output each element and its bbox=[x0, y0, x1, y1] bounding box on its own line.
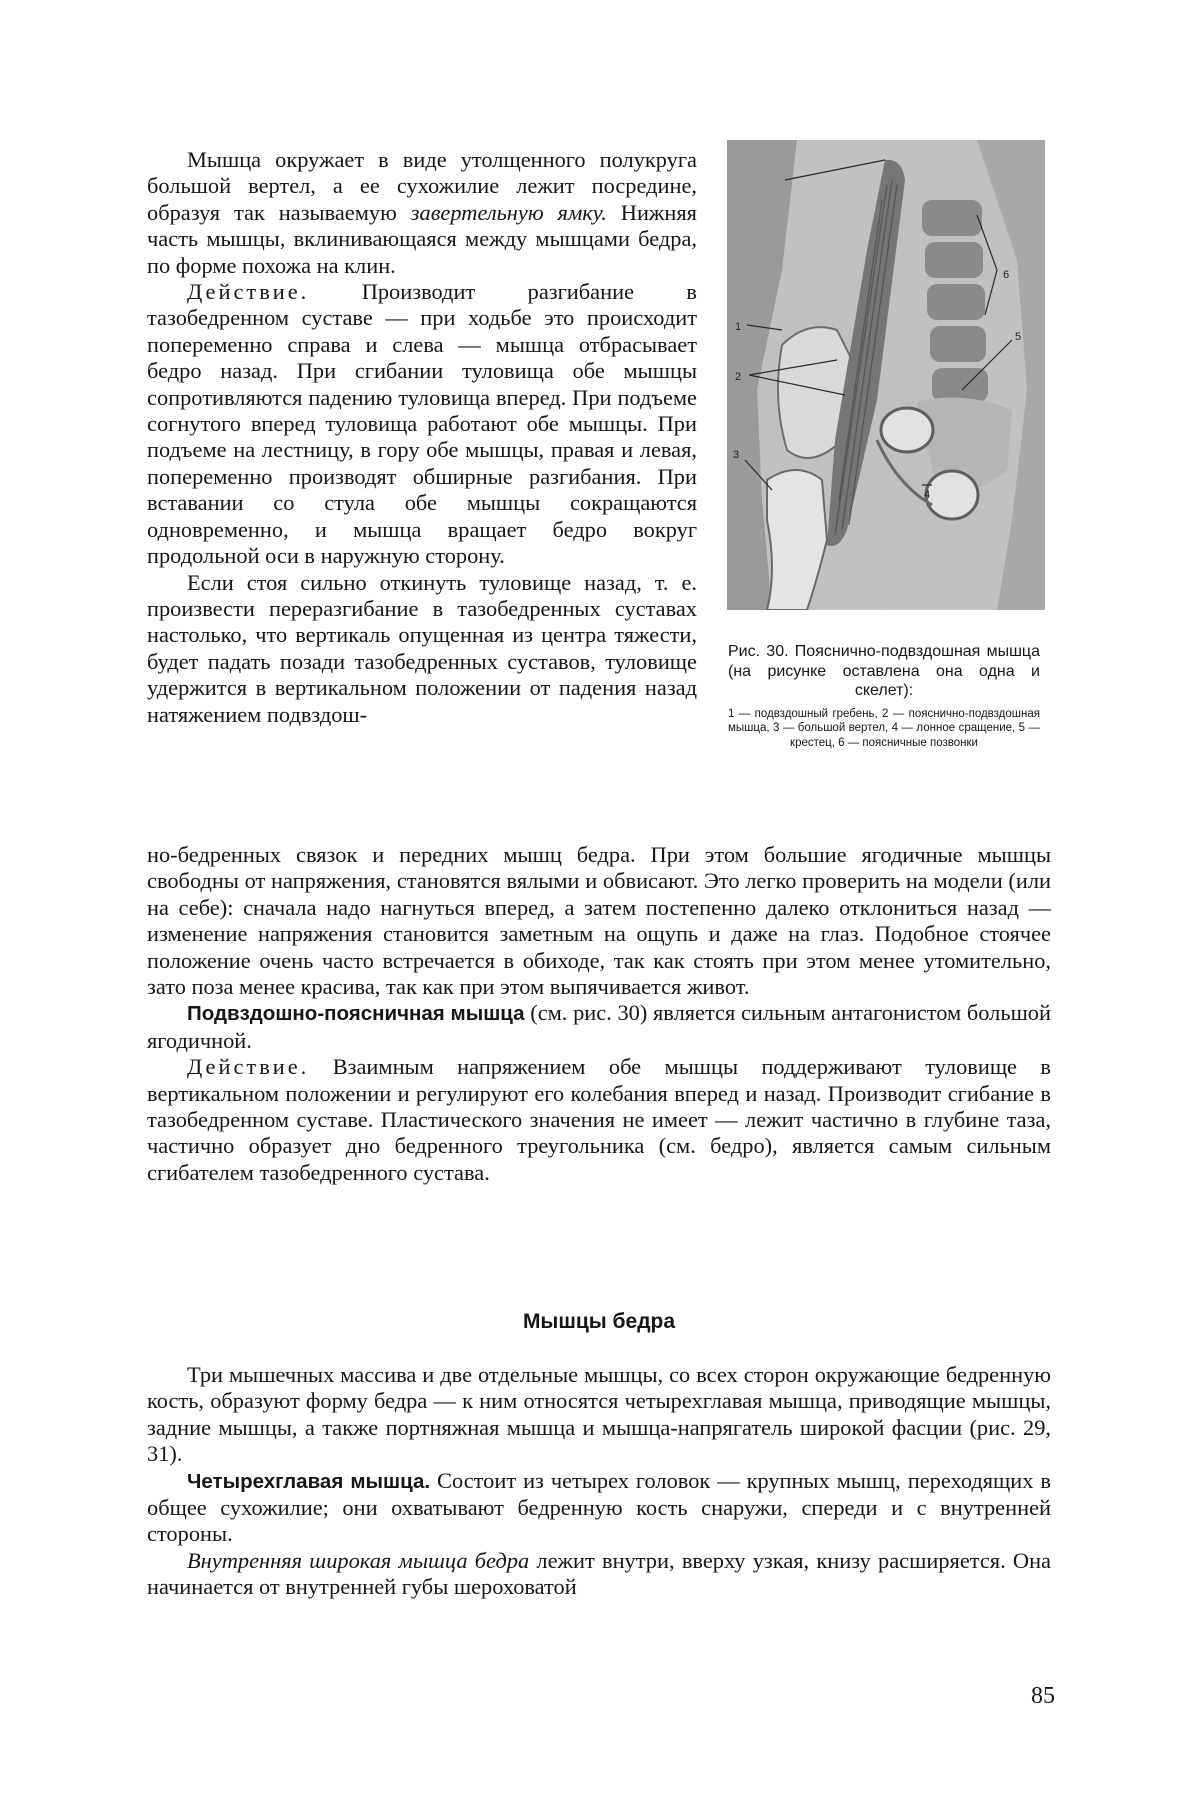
italic-term: Внутренняя широкая мышца бедра bbox=[187, 1547, 530, 1573]
figure-caption bbox=[728, 642, 1040, 750]
paragraph bbox=[147, 147, 697, 279]
figure-label-1: 1 bbox=[735, 321, 742, 333]
text-span: Взаимным напряжением обе мышцы поддерживают туловище в вертикальном положении и регулируют его колебания вперед и назад. Производит сгибание в тазобедренном суставе. Пластического значения не имеет — лежит частично в глубине таза, частично образует дно бедренного треугольника (см. бедро), является самым сильным сгибателем тазобедренного сустава. bbox=[147, 1054, 1051, 1185]
page-number: 85 bbox=[1031, 1683, 1055, 1709]
paragraph bbox=[147, 1054, 1051, 1186]
text-span: (см. рис. 30) является сильным антагонистом большой ягодичной. bbox=[147, 1000, 1051, 1053]
italic-term: завертельную ямку. bbox=[410, 199, 607, 225]
section-heading: Мышцы бедра bbox=[522, 1310, 676, 1333]
full-width-text bbox=[147, 842, 1051, 1186]
figure-label-3: 3 bbox=[733, 449, 740, 461]
paragraph bbox=[147, 279, 697, 569]
paragraph bbox=[147, 1000, 1051, 1054]
paragraph: Три мышечных массива и две отдельные мышцы, со всех сторон окружающие бедренную кость, образуют форму бедра — к ним относятся четырехглавая мышца, приводящие мышцы, задние мышцы, а также портняжная мышца и мышца-напрягатель широкой фасции (рис. 29, 31). bbox=[147, 1362, 1051, 1467]
paragraph bbox=[147, 1548, 1051, 1601]
text-span: Производит разгибание в тазобедренном суставе — при ходьбе это происходит попеременно справа и слева — мышца отбрасывает бедро назад. При сгибании туловища обе мышцы сопротивляются падению туловища вперед. При подъеме согнутого вперед туловища работают обе мышцы. При подъеме на лестницу, в гору обе мышцы, правая и левая, попеременно производят обширные разгибания. При вставании со стула обе мышцы сокращаются одновременно, и мышца вращает бедро вокруг продольной оси в наружную сторону. bbox=[147, 279, 697, 569]
bold-term: Четырехглавая мышца. bbox=[187, 1469, 431, 1493]
text-span: лежит внутри, вверху узкая, книзу расширяется. Она начинается от внутренней губы шероховатой bbox=[147, 1547, 1051, 1600]
pelvis-muscle-illustration bbox=[727, 140, 1045, 610]
figure-label-4: 4 bbox=[924, 489, 931, 501]
paragraph-continuation: но-бедренных связок и передних мышц бедра. При этом большие ягодичные мышцы свободны от напряжения, становятся вялыми и обвисают. Это легко проверить на модели (или на себе): сначала надо нагнуться вперед, а затем постепенно далеко отклониться назад — изменение напряжения становится заметным на ощупь и даже на глаз. Подобное стоячее положение очень часто встречается в обиходе, так как стоять при этом менее утомительно, зато поза менее красива, так как при этом выпячивается живот. bbox=[147, 842, 1051, 1000]
spaced-term: Действие. bbox=[187, 1054, 310, 1080]
text-span: Нижняя часть мышцы, вклинивающаяся между мышцами бедра, по форме похожа на клин. bbox=[147, 199, 697, 278]
caption-title: Рис. 30. Пояснично-подвздошная мышца (на рисунке оставлена она одна и скелет): bbox=[728, 643, 1040, 699]
figure-label-5: 5 bbox=[1015, 331, 1022, 343]
spaced-term: Действие. bbox=[187, 279, 310, 305]
text-span: Мышца окружает в виде утолщенного полукруга большой вертел, а ее сухожилие лежит посредине, образуя так называемую bbox=[147, 147, 697, 225]
text-span: Если стоя сильно откинуть туловище назад, т. е. произвести переразгибание в тазобедренных суставах настолько, что вертикаль опущенная из центра тяжести, будет падать позади тазобедренных суставов, туловище удержится в вертикальном положении от падения назад натяжением подвздош- bbox=[147, 569, 697, 727]
text-span: Состоит из четырех головок — крупных мышц, переходящих в общее сухожилие; они охватывают бедренную кость снаружи, спереди и с внутренней стороны. bbox=[147, 1467, 1052, 1547]
paragraph bbox=[147, 570, 697, 728]
figure-label-2: 2 bbox=[735, 371, 742, 383]
figure-label-6: 6 bbox=[1003, 269, 1010, 281]
paragraph bbox=[147, 1468, 1051, 1548]
bold-term: Подвздошно-поясничная мышца bbox=[187, 1002, 525, 1026]
left-column-text bbox=[147, 147, 697, 728]
section-text bbox=[147, 1362, 1051, 1601]
anatomy-figure bbox=[727, 140, 1045, 610]
caption-legend: 1 — подвздошный гребень, 2 — пояснично-подвздошная мышца, 3 — большой вертел, 4 — лонное сращение, 5 — крестец, 6 — поясничные позвонки bbox=[728, 707, 1040, 749]
